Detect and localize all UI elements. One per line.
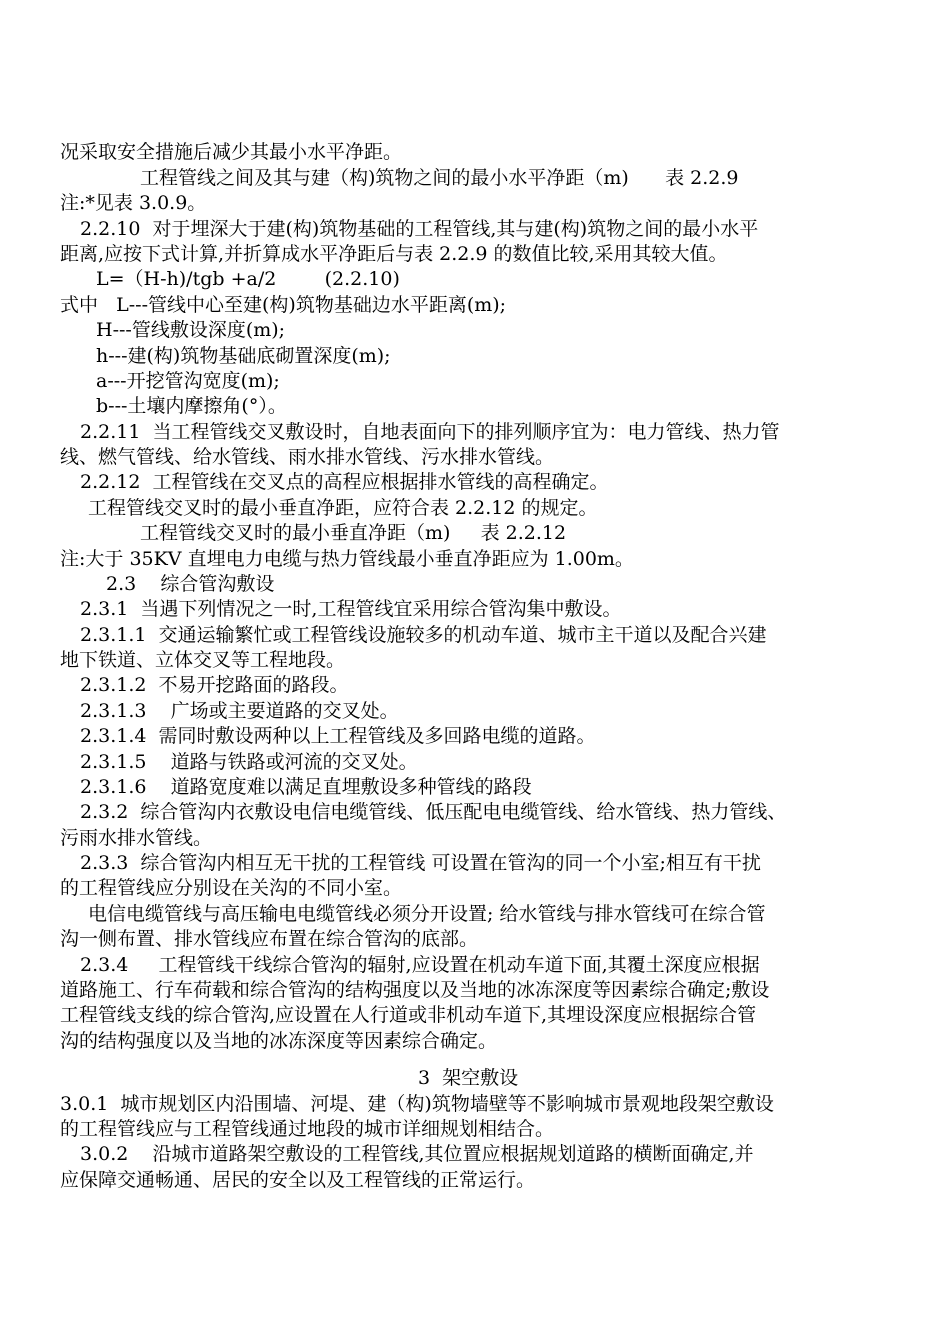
text-line: 地下铁道、立体交叉等工程地段。 — [60, 649, 346, 671]
table-caption: 工程管线交叉时的最小垂直净距（m) 表 2.2.12 — [140, 522, 567, 544]
text-line: 电信电缆管线与高压输电电缆管线必须分开设置; 给水管线与排水管线可在综合管 — [88, 903, 766, 925]
definition-line: a---开挖管沟宽度(m); — [96, 370, 280, 392]
definition-line: H---管线敷设深度(m); — [96, 319, 286, 341]
text-line: 应保障交通畅通、居民的安全以及工程管线的正常运行。 — [60, 1169, 536, 1191]
text-line: 工程管线交叉时的最小垂直净距，应符合表 2.2.12 的规定。 — [88, 497, 598, 519]
table-caption: 工程管线之间及其与建（构)筑物之间的最小水平净距（m) 表 2.2.9 — [140, 167, 739, 189]
text-line: 污雨水排水管线。 — [60, 827, 213, 849]
clause-line: 3.0.2 沿城市道路架空敷设的工程管线,其位置应根据规划道路的横断面确定,并 — [80, 1143, 754, 1165]
text-line: 工程管线支线的综合管沟,应设置在人行道或非机动车道下,其埋设深度应根据综合管 — [60, 1004, 757, 1026]
section-heading: 2.3 综合管沟敷设 — [106, 573, 275, 595]
clause-line: 2.3.1.4 需同时敷设两种以上工程管线及多回路电缆的道路。 — [80, 725, 596, 747]
clause-line: 2.3.2 综合管沟内衣敷设电信电缆管线、低压配电电缆管线、给水管线、热力管线、 — [80, 801, 787, 823]
clause-line: 2.3.1.3 广场或主要道路的交叉处。 — [80, 700, 399, 722]
text-line: 道路施工、行车荷载和综合管沟的结构强度以及当地的冰冻深度等因素综合确定;敷设 — [60, 979, 770, 1001]
chapter-heading: 3 架空敷设 — [418, 1067, 519, 1089]
clause-line: 2.3.1 当遇下列情况之一时,工程管线宜采用综合管沟集中敷设。 — [80, 598, 622, 620]
note-line: 注:*见表 3.0.9。 — [60, 192, 207, 214]
clause-line: 2.2.10 对于埋深大于建(构)筑物基础的工程管线,其与建(构)筑物之间的最小水平 — [80, 218, 759, 240]
text-line: 的工程管线应与工程管线通过地段的城市详细规划相结合。 — [60, 1118, 555, 1140]
text-line: 线、燃气管线、给水管线、雨水排水管线、污水排水管线。 — [60, 446, 555, 468]
definition-line: h---建(构)筑物基础底砌置深度(m); — [96, 345, 391, 367]
definition-line: b---土壤内摩擦角(°）。 — [96, 395, 287, 417]
text-line: 距离,应按下式计算,并折算成水平净距后与表 2.2.9 的数值比较,采用其较大值。 — [60, 243, 728, 265]
formula-line: L=（H-h)/tgb +a/2 (2.2.10) — [96, 268, 400, 290]
text-line: 沟的结构强度以及当地的冰冻深度等因素综合确定。 — [60, 1030, 498, 1052]
text-line: 的工程管线应分别设在关沟的不同小室。 — [60, 877, 403, 899]
text-line: 沟一侧布置、排水管线应布置在综合管沟的底部。 — [60, 928, 479, 950]
clause-line: 3.0.1 城市规划区内沿围墙、河堤、建（构)筑物墙壁等不影响城市景观地段架空敷设 — [60, 1093, 774, 1115]
clause-line: 2.3.1.5 道路与铁路或河流的交叉处。 — [80, 751, 418, 773]
clause-line: 2.2.12 工程管线在交叉点的高程应根据排水管线的高程确定。 — [80, 471, 609, 493]
clause-line: 2.2.11 当工程管线交叉敷设时，自地表面向下的排列顺序宜为：电力管线、热力管 — [80, 421, 780, 443]
clause-line: 2.3.1.2 不易开挖路面的路段。 — [80, 674, 349, 696]
clause-line: 2.3.1.6 道路宽度难以满足直埋敷设多种管线的路段 — [80, 776, 532, 798]
note-line: 注:大于 35KV 直埋电力电缆与热力管线最小垂直净距应为 1.00m。 — [60, 548, 634, 570]
clause-line: 2.3.3 综合管沟内相互无干扰的工程管线 可设置在管沟的同一个小室;相互有干扰 — [80, 852, 761, 874]
text-line: 况采取安全措施后减少其最小水平净距。 — [60, 141, 403, 163]
text-line: 式中 L---管线中心至建(构)筑物基础边水平距离(m); — [60, 294, 507, 316]
clause-line: 2.3.4 工程管线干线综合管沟的辐射,应设置在机动车道下面,其覆土深度应根据 — [80, 954, 760, 976]
clause-line: 2.3.1.1 交通运输繁忙或工程管线设施较多的机动车道、城市主干道以及配合兴建 — [80, 624, 767, 646]
